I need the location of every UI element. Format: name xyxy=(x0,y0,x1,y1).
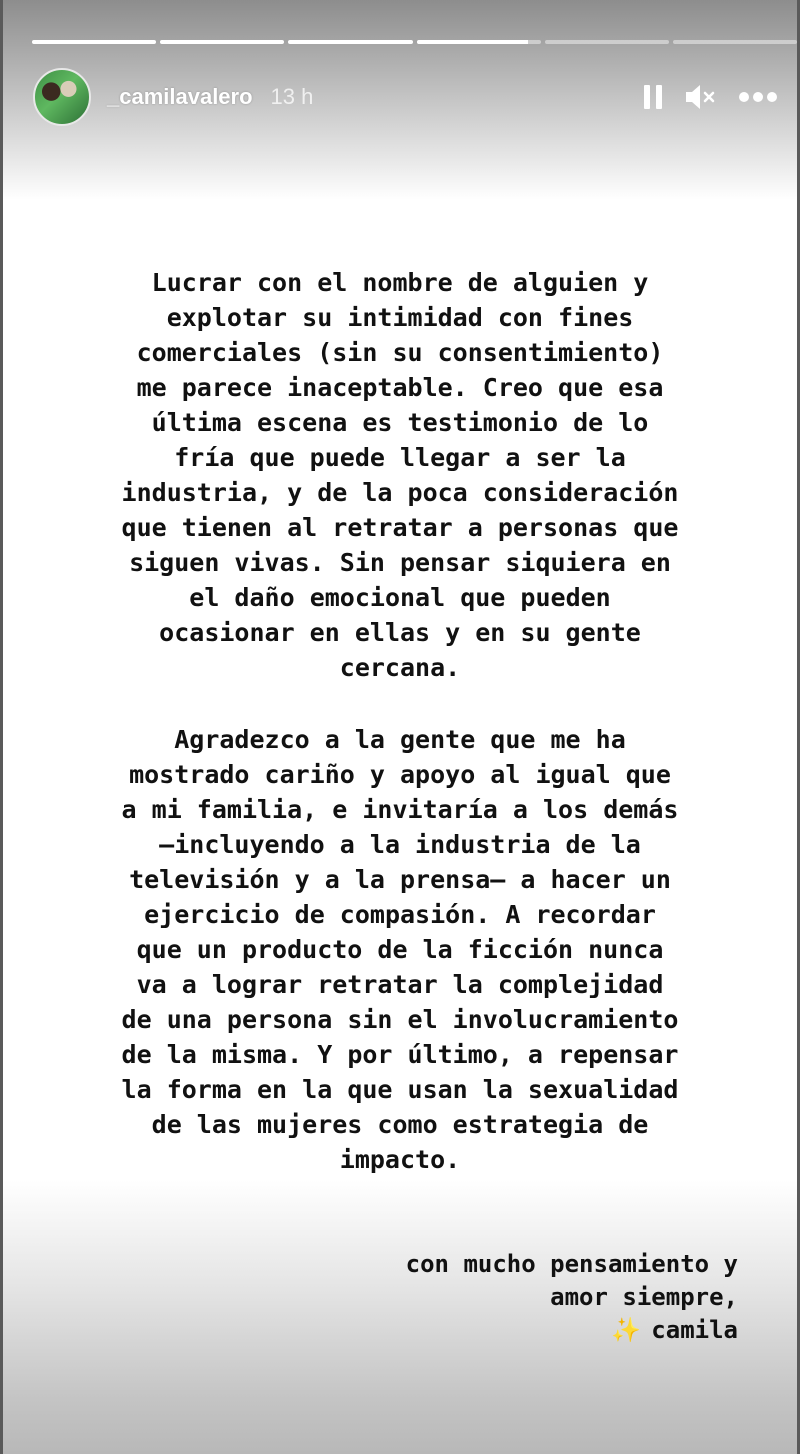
story-progress-bar xyxy=(32,40,797,44)
signoff-line-3 xyxy=(406,1314,738,1347)
story-controls xyxy=(642,82,778,112)
progress-segment-fill xyxy=(417,40,529,44)
story-header xyxy=(33,66,778,128)
progress-segment-fill xyxy=(288,40,412,44)
signoff-line-1: con mucho pensamiento y xyxy=(405,1250,738,1278)
story-text-paragraph-1: Lucrar con el nombre de alguien y explotar su intimidad con fines comerciales (sin su consentimiento) me parece inaceptable. Creo que esa última escena es testimonio de lo fría que puede llegar a ser la industria, y de la poca consideración que tienen al retratar a personas que siguen vivas. Sin pensar siquiera en el daño emocional que pueden ocasionar en ellas y en su gente cercana. xyxy=(121,268,679,682)
story-text-paragraph-2: Agradezco a la gente que me ha mostrado cariño y apoyo al igual que a mi familia, e invitaría a los demás —incluyendo a la industria de la televisión y a la prensa— a hacer un ejercicio de compasión. A recordar que un producto de la ficción nunca va a lograr retratar la complejidad de una persona sin el involucramiento de la misma. Y por último, a repensar la forma en la que usan la sexualidad de las mujeres como estrategia de impacto. xyxy=(121,725,679,1174)
progress-segment xyxy=(160,40,284,44)
signoff-line-2: amor siempre, xyxy=(550,1283,738,1311)
progress-segment-fill xyxy=(160,40,284,44)
sparkle-icon: ✨ xyxy=(611,1316,642,1344)
signoff-name: camila xyxy=(651,1316,738,1344)
progress-segment xyxy=(417,40,541,44)
progress-segment-fill xyxy=(32,40,156,44)
avatar[interactable] xyxy=(33,68,91,126)
timestamp: 13 h xyxy=(270,84,314,109)
left-edge xyxy=(0,0,3,1454)
progress-segment xyxy=(288,40,412,44)
progress-segment xyxy=(545,40,669,44)
progress-segment xyxy=(32,40,156,44)
progress-segment xyxy=(673,40,797,44)
story-signoff xyxy=(406,1248,738,1347)
mute-icon[interactable] xyxy=(684,82,718,112)
pause-icon[interactable] xyxy=(642,83,664,111)
more-icon[interactable] xyxy=(738,91,778,103)
username[interactable]: _camilavalero xyxy=(107,84,253,109)
